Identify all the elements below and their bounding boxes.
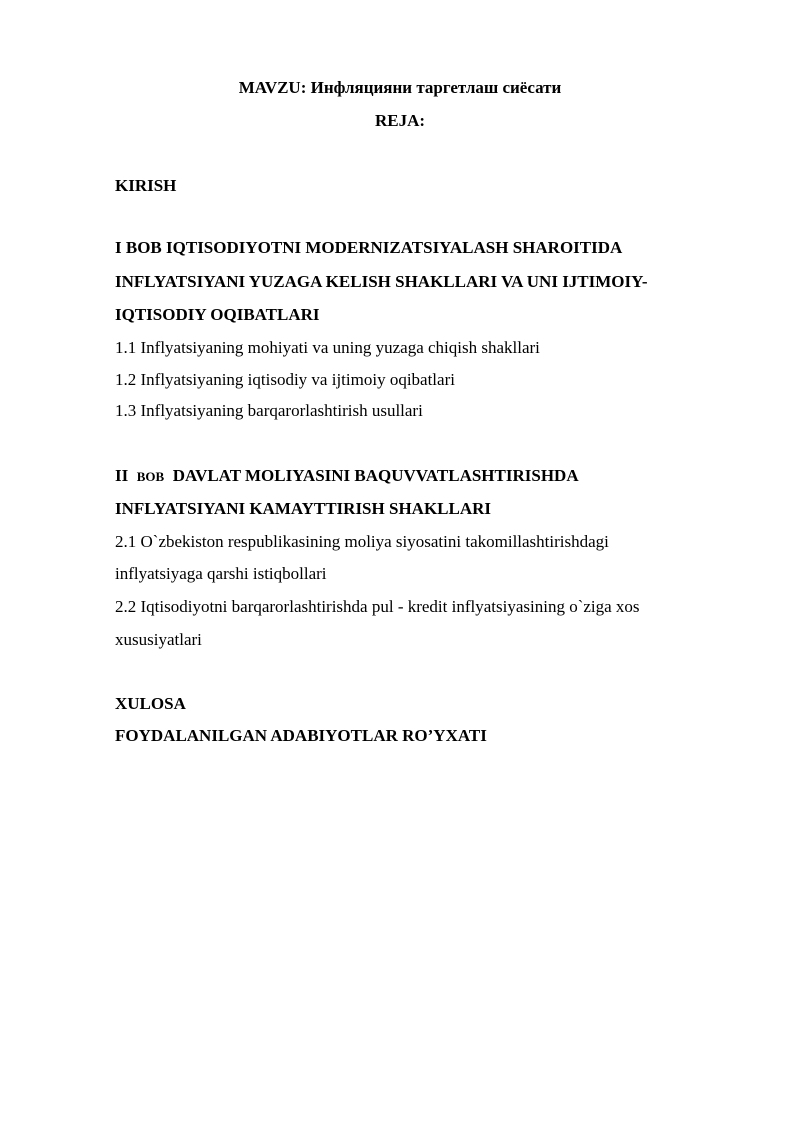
chapter2-section-2-1-line1: 2.1 O`zbekiston respublikasining moliya siyosatini takomillashtirishdagi [115,532,609,551]
chapter2-section-2-2-line2: xususiyatlari [115,630,202,649]
chapter1-heading-line2: INFLYATSIYANI YUZAGA KELISH SHAKLLARI VA UNI IJTIMOIY- [115,272,648,291]
chapter1-section-1-2: 1.2 Inflyatsiyaning iqtisodiy va ijtimoiy oqibatlari [115,370,455,389]
chapter2-heading-rest: DAVLAT MOLIYASINI BAQUVVATLASHTIRISHDA [172,466,579,485]
references-heading: FOYDALANILGAN ADABIYOTLAR RO’YXATI [115,726,487,745]
chapter1-heading-line3: IQTISODIY OQIBATLARI [115,305,320,324]
conclusion-heading: XULOSA [115,694,186,713]
chapter1-heading-line1: I BOB IQTISODIYOTNI MODERNIZATSIYALASH SHAROITIDA [115,238,623,257]
chapter2-heading-line1 [115,466,579,487]
intro-heading: KIRISH [115,176,177,195]
chapter1-section-1-3: 1.3 Inflyatsiyaning barqarorlashtirish usullari [115,401,423,420]
chapter2-heading-line2: INFLYATSIYANI KAMAYTTIRISH SHAKLLARI [115,499,492,518]
chapter2-section-2-1-line2: inflyatsiyaga qarshi istiqbollari [115,564,327,583]
chapter1-section-1-1: 1.1 Inflyatsiyaning mohiyati va uning yuzaga chiqish shakllari [115,338,540,357]
plan-heading: REJA: [374,111,426,130]
chapter2-section-2-2-line1: 2.2 Iqtisodiyotni barqarorlashtirishda pul - kredit inflyatsiyasining o`ziga xos [115,597,640,616]
chapter2-numeral: II [115,466,129,485]
document-title: MAVZU: Инфляцияни таргетлаш сиёсати [238,78,562,97]
chapter2-bob-label: BOB [136,469,165,484]
